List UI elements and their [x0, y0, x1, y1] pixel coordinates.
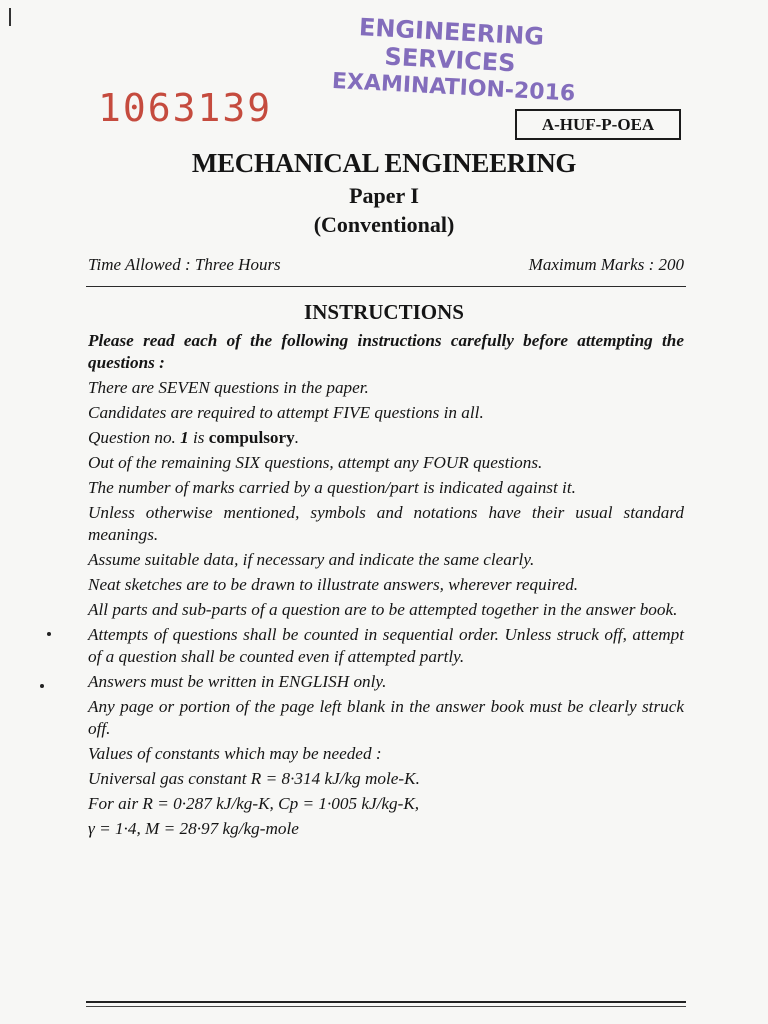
instruction-item: Unless otherwise mentioned, symbols and notations have their usual standard meanings.: [88, 503, 684, 544]
instruction-text: Question no.: [88, 428, 176, 447]
edge-mark: [9, 8, 11, 26]
serial-number: 1063139: [98, 86, 273, 130]
instruction-item: Values of constants which may be needed :: [88, 744, 382, 763]
constant-line: For air R = 0·287 kJ/kg-K, Cp = 1·005 kJ/kg-K,: [88, 794, 420, 813]
constant-line: γ = 1·4, M = 28·97 kg/kg-mole: [88, 819, 299, 838]
instructions-list: [88, 330, 684, 843]
instruction-item: Attempts of questions shall be counted in sequential order. Unless struck off, attempt of a question shall be counted even if attempted partly.: [88, 625, 684, 666]
meta-row: [88, 255, 684, 275]
stamp-line-2: EXAMINATION-2016: [331, 68, 576, 107]
exam-stamp: [298, 10, 602, 110]
instruction-item: [88, 427, 684, 449]
compulsory-label: compulsory: [208, 428, 295, 447]
constant-line: Universal gas constant R = 8·314 kJ/kg mole-K.: [88, 769, 420, 788]
maximum-marks: Maximum Marks : 200: [528, 255, 684, 274]
footer-divider-thin: [86, 1006, 686, 1007]
subject-title: MECHANICAL ENGINEERING: [191, 148, 577, 178]
stamp-line-1: ENGINEERING SERVICES: [358, 13, 545, 78]
instruction-item: The number of marks carried by a question/part is indicated against it.: [88, 478, 576, 497]
header-divider: [86, 286, 686, 287]
instructions-heading: INSTRUCTIONS: [304, 300, 464, 324]
instruction-item: Any page or portion of the page left blank in the answer book must be clearly struck off.: [88, 697, 684, 738]
footer-divider: [86, 1001, 686, 1003]
scan-dot: [40, 684, 44, 688]
instruction-item: There are SEVEN questions in the paper.: [88, 378, 369, 397]
instruction-item: Answers must be written in ENGLISH only.: [88, 672, 387, 691]
instruction-lead: Please read each of the following instructions carefully before attempting the questions :: [88, 331, 684, 372]
time-allowed: Time Allowed : Three Hours: [88, 255, 281, 274]
scan-dot: [47, 632, 51, 636]
paper-number: Paper I: [349, 183, 419, 208]
instruction-text: is: [193, 428, 205, 447]
paper-type: (Conventional): [313, 212, 455, 237]
instruction-text: .: [294, 428, 300, 447]
question-number: 1: [180, 428, 189, 447]
instruction-item: Neat sketches are to be drawn to illustrate answers, wherever required.: [88, 575, 579, 594]
instruction-item: Candidates are required to attempt FIVE questions in all.: [88, 403, 484, 422]
instruction-item: Out of the remaining SIX questions, attempt any FOUR questions.: [88, 453, 543, 472]
instruction-item: All parts and sub-parts of a question are to be attempted together in the answer book.: [88, 600, 678, 619]
booklet-code: A-HUF-P-OEA: [515, 109, 681, 140]
instruction-item: Assume suitable data, if necessary and indicate the same clearly.: [88, 550, 535, 569]
